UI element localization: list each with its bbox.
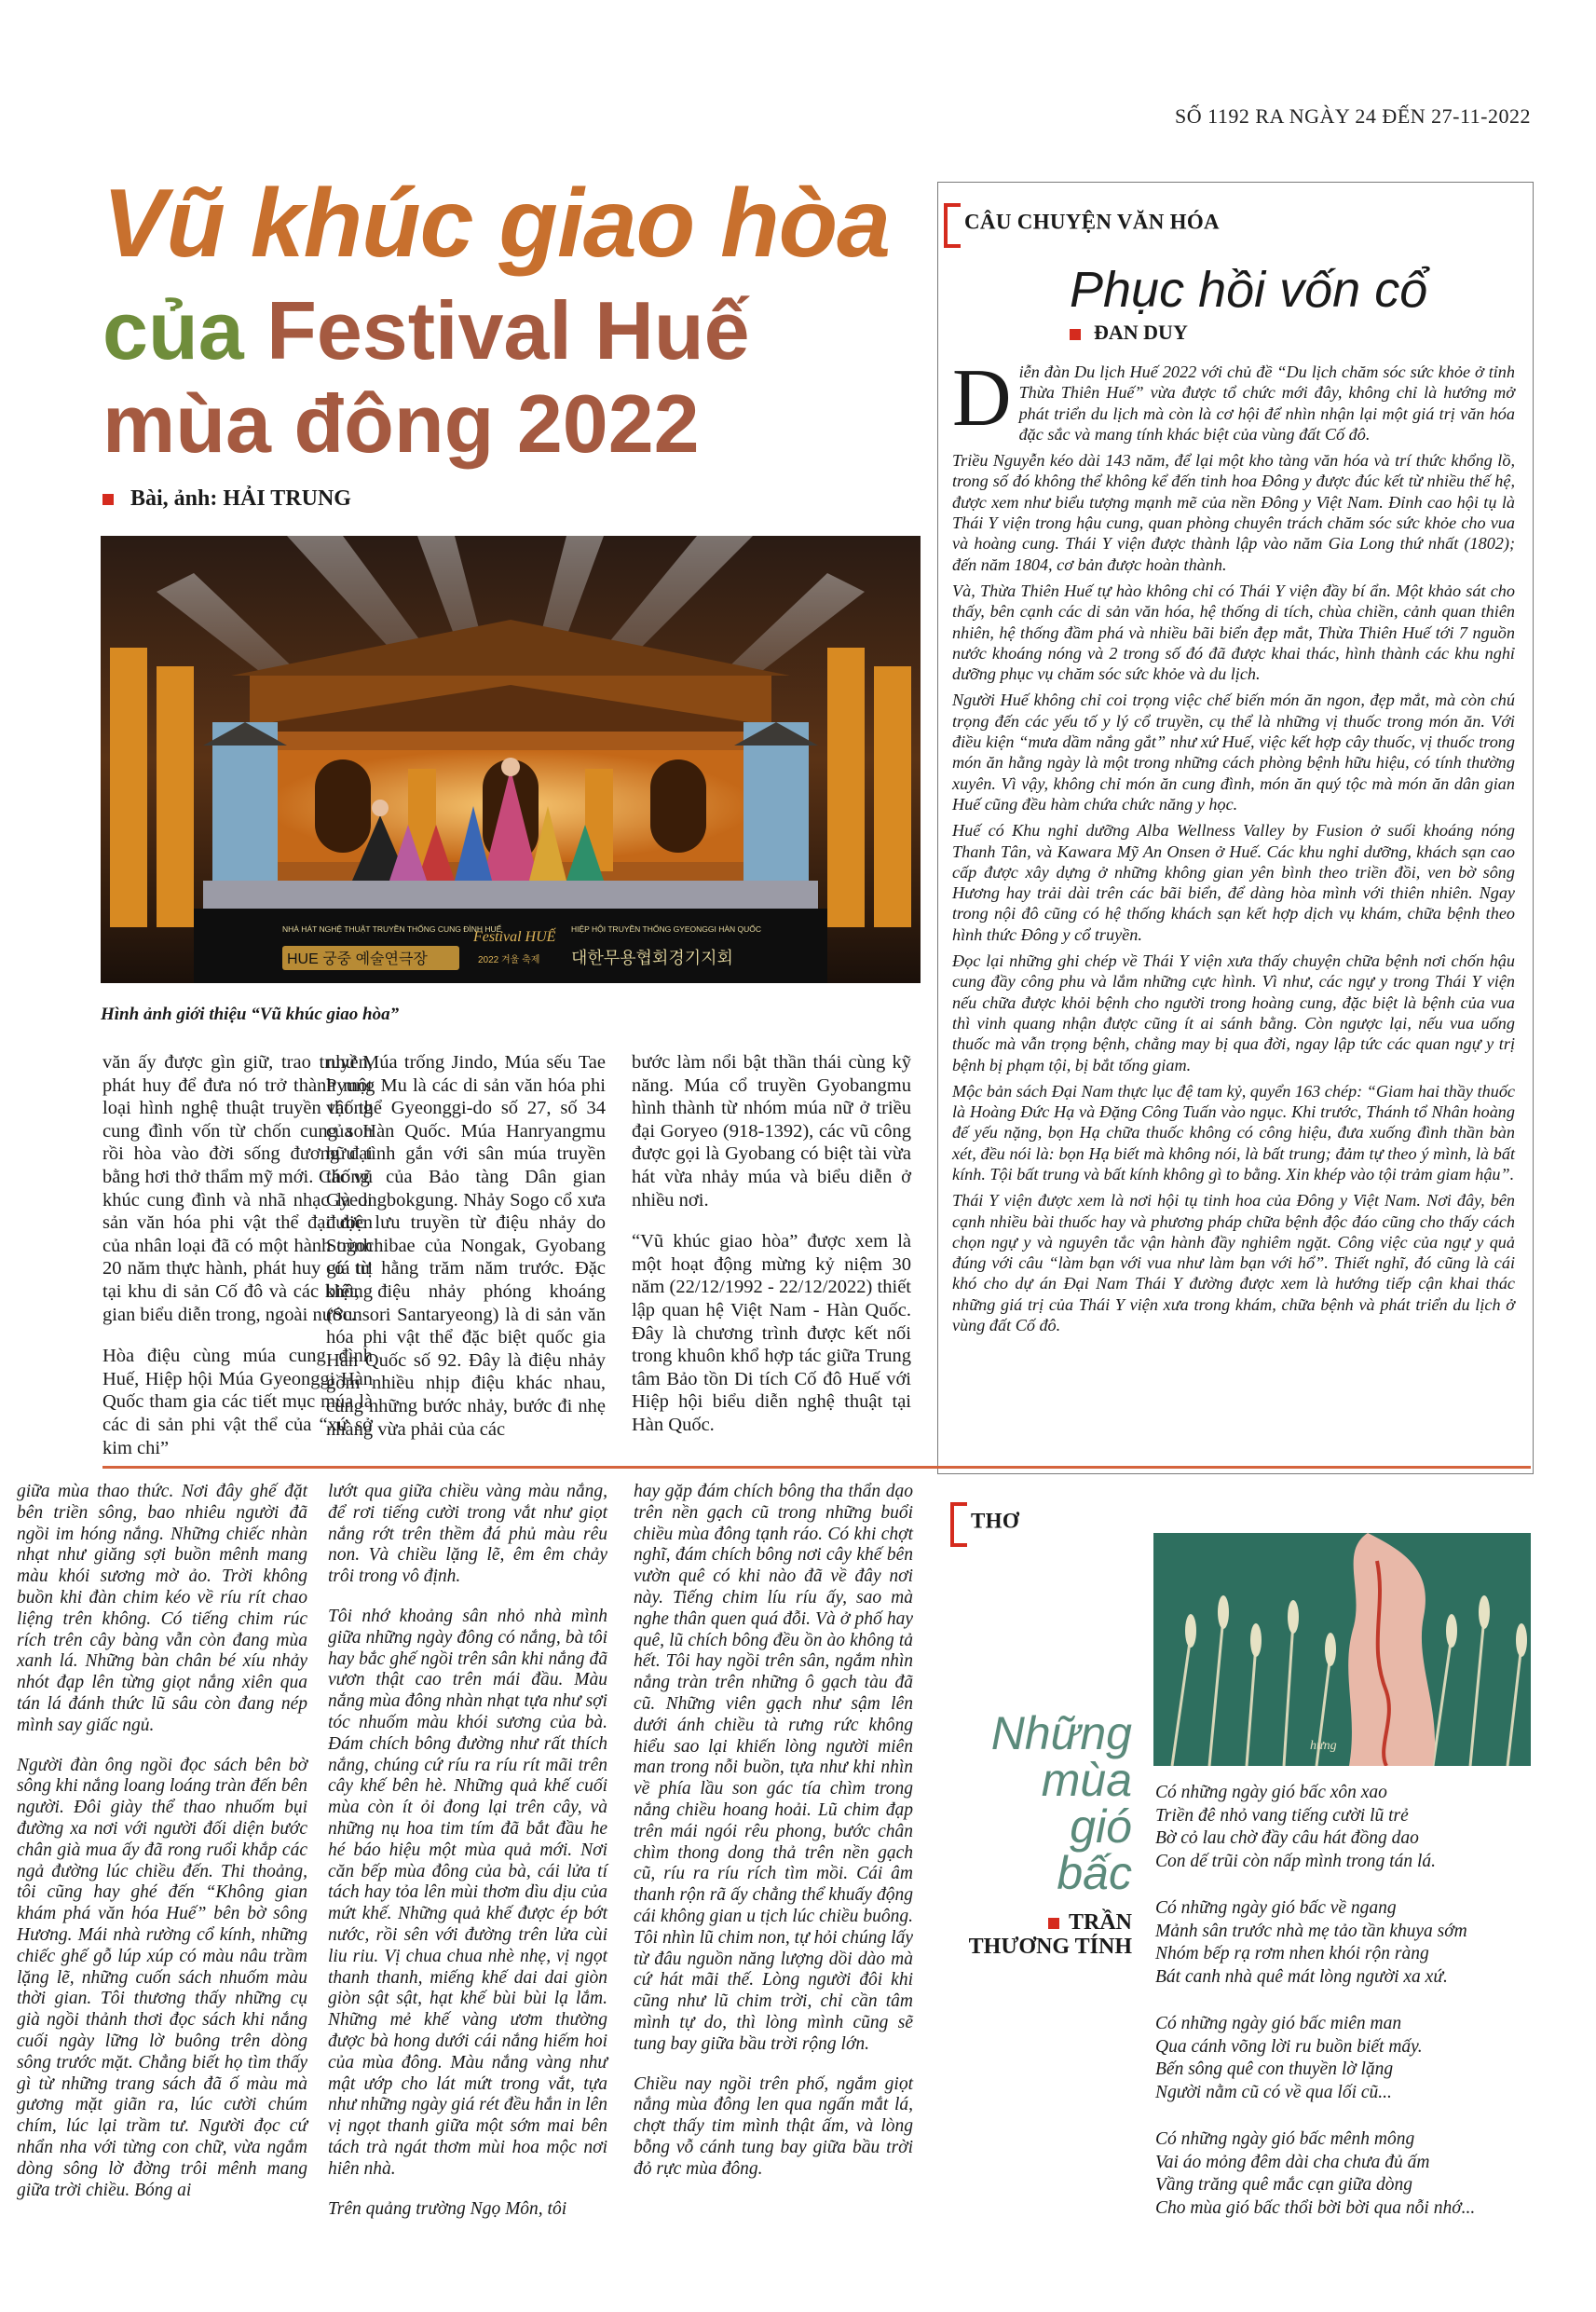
poem-author [932, 1910, 1132, 1959]
poem-author-first: TRẦN [1068, 1910, 1132, 1935]
essay-paragraph: Chiều nay ngồi trên phố, ngắm giọt nắng mùa đông len qua ngấn mắt lá, chợt thấy tim mình thật ấm, và lòng bỗng vỗ cánh tung bay giữa bầu trời đỏ rực mùa đông. [634, 2073, 913, 2179]
sidebar-body [952, 353, 1515, 1341]
poem-title-line: Những [990, 1707, 1132, 1759]
poem-author-line1 [932, 1910, 1132, 1935]
poem-title-line: mùa [1041, 1754, 1132, 1806]
essay-col-1 [17, 1482, 307, 2220]
headline-prefix: của [102, 284, 267, 376]
banner-left-top: NHÀ HÁT NGHỆ THUẬT TRUYỀN THỐNG CUNG ĐÌNH HUẾ [282, 924, 502, 934]
drop-cap: D [952, 353, 1012, 444]
poem-stanza [1155, 2128, 1537, 2220]
poem-line: Vai áo mỏng đêm dài cha chưa đủ ấm [1155, 2152, 1430, 2172]
poem-line: Con dế trũi còn nấp mình trong tán lá. [1155, 1851, 1436, 1871]
headline-line3: mùa đông 2022 [102, 377, 700, 470]
poem-line: Bờ cỏ lau chờ đầy câu hát đồng dao [1155, 1828, 1419, 1848]
poem-line: Mảnh sân trước nhà mẹ tảo tần khuya sớm [1155, 1921, 1467, 1941]
article-paragraph: như Múa trống Jindo, Múa sếu Tae Pyung Mu là các di sản văn hóa phi vật thể Gyeonggi-do số 27, số 34 của Hàn Quốc. Múa Hanryangmu hữu tình gắn với sân múa truyền thống của Bảo tàng Dân gian Gyeongbokgung. Nhảy Sogo cổ xưa được lưu truyền từ điệu nhảy do Sogochibae của Nongak, Gyobang có từ hằng trăm năm trước. Đặc biệt, điệu nhảy phóng khoáng (Sunsori Santaryeong) là di sản văn hóa phi vật thể đặc biệt quốc gia Hàn Quốc số 92. Đây là điệu nhảy gồm nhiều nhịp điệu khác nhau, cùng những bước nhảy, bước đi nhẹ nhàng vừa phải của các [326, 1052, 606, 1440]
sidebar-author [1070, 321, 1188, 345]
sidebar-paragraph: Người Huế không chỉ coi trọng việc chế biến món ăn ngon, đẹp mắt, mà còn chú trọng đến các yếu tố y lý cổ truyền, cụ thể là những vị thuốc trong món ăn. Với điều kiện “mưa dầm nắng gắt” như xứ Huế, việc kết hợp cây thuốc, vị thuốc trong món ăn hằng ngày là một trong những cách phòng bệnh hữu hiệu, có tính thường xuyên. Vì vậy, không chỉ món ăn cung đình, món ăn quý tộc mà món ăn dân gian Huế cũng đều hàm chứa chức năng y học. [952, 691, 1515, 814]
essay-paragraph: Người đàn ông ngồi đọc sách bên bờ sông khi nắng loang loáng tràn đến bên người. Đôi giày thể thao nhuốm bụi đường xa nơi với người đối diện bước chân già mua ấy đã rong ruổi khắp các ngả đường lúc chiều đến. Thi thoảng, tôi cũng hay ghé đến “Không gian khám phá văn hóa Huế” bên bờ sông Hương. Mái nhà rường cổ kính, những chiếc ghế gỗ lúp xúp có màu nâu trầm lặng lẽ, những cuốn sách nhuốm màu thời gian. Tôi thương thấy những cụ già ngồi thảnh thơi đọc sách khi nắng cuối ngày lững lờ buông trên dòng sông trước mặt. Chẳng biết họ tìm thấy gì từ những trang sách đã ố màu mà gương mặt giãn ra, lúc cười chúm chím, lúc lại trầm tư. Người đọc cứ nhẩn nha với từng con chữ, vừa ngắm dòng sông lờ đờng trôi mênh mang giữa trời chiều. Bóng ai [17, 1755, 307, 2200]
poem-line: Nhóm bếp rạ rơm nhen khói rộn ràng [1155, 1944, 1429, 1963]
essay-paragraph: Trên quảng trường Ngọ Môn, tôi [328, 2198, 567, 2219]
section-divider [102, 1466, 1531, 1469]
sidebar-paragraph: Thái Y viện được xem là nơi hội tụ tinh hoa của Đông y Việt Nam. Nơi đây, bên cạnh nhiều bài thuốc hay và phương pháp chữa bệnh độc đáo cũng cho thấy cách chọn ngự y và nguyên tắc vận hành đầy nghiêm ngặt. Công việc của ngự y quả đúng với câu “làm bạn với vua như làm bạn với hổ”. Thiết nghĩ, đó cũng là cái khó cho dự án Đại Nam Thái Y đường được xem là hướng tiếp cận khai thác những giá trị của Thái Y viện xưa trong khám, chữa bệnh và phát triển du lịch ở vùng đất Cố đô. [952, 1191, 1515, 1335]
stage-illustration [101, 536, 921, 983]
poem-line: Có những ngày gió bấc mênh mông [1155, 2129, 1415, 2149]
essay-col-2 [328, 1482, 607, 2238]
poem-line: Có những ngày gió bấc miên man [1155, 2014, 1402, 2033]
stage-floor [203, 881, 818, 909]
article-col-2 [326, 1051, 606, 1459]
sidebar-author-name: ĐAN DUY [1094, 321, 1188, 344]
section-bracket-icon [950, 1502, 967, 1547]
essay-paragraph: lướt qua giữa chiều vàng màu nắng, để rơi tiếng cười trong vắt như giọt nắng rớt trên thềm đá phủ màu rêu non. Và chiều lặng lẽ, êm êm chảy trôi trong vô định. [328, 1482, 607, 1587]
poem-illustration [1153, 1533, 1531, 1766]
poem-section-title: THƠ [971, 1509, 1020, 1533]
sidebar-paragraph: Và, Thừa Thiên Huế tự hào không chỉ có Thái Y viện đầy bí ẩn. Một khảo sát cho thấy, bên cạnh các di sản văn hóa, hệ thống di tích, chùa chiền, cảnh quan thiên nhiên, hệ thống đầm phá và nhiều bãi biển đẹp mắt, Thừa Thiên Huế tới 7 nguồn nước khoáng nóng và 2 trong số đó đã được khai thác, hình thành các khu nghỉ dưỡng phục vụ chăm sóc sức khỏe và du lịch. [952, 581, 1515, 684]
sidebar-paragraph: Đọc lại những ghi chép về Thái Y viện xưa thấy chuyện chữa bệnh nơi chốn hậu cung đầy công phu và lắm những cực hình. Vì như, các ngự y trong Thái Y viện nếu chữa được khỏi bệnh cho người trong hoàng cung, đặc biệt là bệnh của vua thì vinh quang nhận được cũng ít ai sánh bằng. Còn ngược lại, nếu vua uống thuốc mà vẫn trọng bệnh, chẳng may bị qua đời, ngay lập tức các quan ngự y trị bệnh bị phạm tội, bị bắt tống giam. [952, 951, 1515, 1074]
poem-title-line: gió [1070, 1800, 1132, 1853]
festival-logo-sub: 2022 겨울 축제 [478, 955, 540, 965]
issue-line: SỐ 1192 RA NGÀY 24 ĐẾN 27-11-2022 [1175, 104, 1531, 128]
red-square-icon [1070, 329, 1081, 340]
headline-main: Festival Huế [266, 284, 750, 376]
poem-line: Cho mùa gió bấc thổi bời bời qua nỗi nhớ... [1155, 2197, 1476, 2218]
red-square-icon [1048, 1918, 1059, 1929]
poem-body [1155, 1782, 1537, 2244]
banner-left-bottom: HUE 궁중 예술연극장 [287, 951, 428, 967]
banner-right-bottom: 대한무용협회경기지회 [571, 949, 733, 967]
byline [102, 486, 351, 512]
poem-section-header [950, 1502, 1019, 1547]
poem-stanza [1155, 1782, 1537, 1873]
article-paragraph: văn ấy được gìn giữ, trao truyền, phát huy để đưa nó trở thành một loại hình nghệ thuật truyền thống cung đình vốn từ chốn cung son rồi hòa vào đời sống đương đại bằng hơi thở thẩm mỹ mới. Các vũ khúc cung đình và nhã nhạc là di sản văn hóa phi vật thể đại diện của nhân loại đã có một hành trình 20 năm thực hành, phát huy giá trị tại khu di sản Cố đô và các không gian biểu diễn trong, ngoài nước. [102, 1052, 373, 1325]
illustration-signature: hưng [1310, 1739, 1337, 1753]
sidebar-title: Phục hồi vốn cổ [1070, 262, 1428, 318]
sidebar-paragraph: Triều Nguyễn kéo dài 143 năm, để lại một kho tàng văn hóa và trí thức khổng lồ, trong số đó không thể không kể đến tinh hoa Đông y được đúc kết từ nhiều thế hệ, được xem như biểu tượng mạnh mẽ của nền Đông y Việt Nam. Đỉnh cao hội tụ là Thái Y viện trong hậu cung, quan phòng chuyên trách chăm sóc sức khỏe cho vua và hoàng cung. Thái Y viện được thành lập vào năm Gia Long thứ nhất (1802); đến năm 1804, cơ bản được hoàn thành. [952, 451, 1515, 574]
poem-line: Người nằm cũ có về qua lối cũ... [1155, 2082, 1392, 2102]
poem-line: Bát canh nhà quê mát lòng người xa xứ. [1155, 1966, 1448, 1987]
poem-line: Triền đê nhỏ vang tiếng cười lũ trẻ [1155, 1805, 1409, 1826]
article-paragraph: Hòa điệu cùng múa cung đình Huế, Hiệp hội Múa Gyeonggi Hàn Quốc tham gia các tiết mục múa là các di sản phi vật thể của “xứ sở kim chi” [102, 1346, 373, 1458]
essay-paragraph: giữa mùa thao thức. Nơi đây ghế đặt bên triền sông, bao nhiêu người đã ngồi im hóng nắng. Những chiếc nhàn nhạt như giăng sợi buồn mênh mang màu khói sương mờ ảo. Trời không buồn khi đàn chim kéo về ríu rít chao liệng trên không. Có tiếng chim rúc rích trên cây bàng vẫn còn đang mùa xanh lá. Những bàn chân bé xíu nhảy nhót đạp lên từng giọt nắng xiên qua tán lá đánh thức lũ sâu còn đang nép mình say giấc ngủ. [17, 1482, 307, 1735]
poem-author-line2: THƯƠNG TÍNH [968, 1935, 1132, 1959]
sidebar-section-header [944, 203, 1220, 248]
poem-title-line: bấc [1057, 1847, 1132, 1899]
essay-paragraph: hay gặp đám chích bông tha thẩn dạo trên nền gạch cũ trong những buổi chiều mùa đông tạnh ráo. Có khi chợt nghĩ, đám chích bông nơi cây khế bên vườn quê có khi nào đã về đây nơi này. Tiếng chim líu ríu ấy, sao mà nghe thân quen quá đỗi. Và ở phố hay quê, lũ chích bông đều ồn ào không tả hết. Tôi hay ngồi trên sân, ngắm nhìn nắng tràn trên những ô gạch tàu đã cũ. Những viên gạch như sậm lên dưới ánh chiều tà rưng rức không hiểu sao lại khiến lòng người miên man trong nỗi buồn, tựa như khi nhìn về phía lầu son gác tía chìm trong nắng chiều hoang hoải. Lũ chim đạp trên mái ngói rêu phong, bước chân chìm thong dong thả trên nền gạch cũ, ríu ra ríu rích tìm mồi. Cái âm thanh rộn rã ấy chẳng thể khuấy động cái không gian u tịch lúc chiều buông. Tôi nhìn lũ chim non, tự hỏi chúng lấy từ đâu nguồn năng lượng dồi dào mà cứ hát mãi thế. Lòng người đôi khi cũng như lũ chim trời, chỉ cần tâm mình tự do, thì lòng mình cũng sẽ tung bay giữa bầu trời rộng lớn. [634, 1482, 913, 2054]
stage-photo [101, 536, 921, 983]
headline-line1: Vũ khúc giao hòa [102, 170, 890, 278]
sidebar-paragraph: Huế có Khu nghỉ dưỡng Alba Wellness Valley by Fusion ở suối khoáng nóng Thanh Tân, và Kawara Mỹ An Onsen ở Huế. Các khu nghỉ dưỡng, khách sạn cao cấp được xây dựng ở những không gian yên bình theo triền đồi, ven bờ sông Hương hay trải dài trên các bãi biển, để dàng hòa mình với thiên nhiên. Ngay trong nội đô cũng có hệ thống khách sạn kết hợp dịch vụ khám, chữa bệnh theo hình thức Đông y cổ truyền. [952, 821, 1515, 944]
poem-line: Bến sông quê con thuyền lờ lặng [1155, 2059, 1394, 2079]
essay-col-3 [634, 1482, 913, 2199]
photo-caption: Hình ảnh giới thiệu “Vũ khúc giao hòa” [101, 1005, 400, 1024]
essay-paragraph: Tôi nhớ khoảng sân nhỏ nhà mình giữa những ngày đông có nắng, bà tôi hay bắc ghế ngồi trên sân khi nắng đã vươn thật cao trên mái đầu. Màu nắng mùa đông nhàn nhạt tựa như sợi tóc nhuốm màu khói sương của bà. Đám chích bông đường như rất thích nắng, chúng cứ ríu ra ríu rít mãi trên cây khế bên hè. Những quả khế cuối mùa còn ít ỏi đong lại trên cây, và những nụ hoa tim tím đã bắt đầu he hé báo hiệu một mùa quả mới. Nơi căn bếp mùa đông của bà, cái lửa tí tách hay tỏa lên mùi thơm dìu dịu của mứt khế. Những quả khế được ép bớt nước, rồi sên với đường trên lửa cùi liu riu. Vị chua chua nhè nhẹ, vị ngọt thanh thanh, miếng khế dai dai giòn giòn sật sật, hạt khế bùi bùi lạ lắm. Những mẻ khế vàng ươm thường được bà hong dưới cái nắng hiếm hoi của mùa đông. Màu nắng vàng như mật ướp cho lát mứt trong vắt, tựa như những ngày giá rét đều hắn in lên vị ngọt thanh giữa một sớm mai bên tách trà ngát thơm mùi hoa mộc nơi hiên nhà. [328, 1606, 607, 2179]
red-square-icon [102, 494, 114, 505]
reed-illustration [1153, 1533, 1531, 1766]
poem-line: Vầng trăng quê mắc cạn giữa dòng [1155, 2175, 1413, 2195]
poem-line: Có những ngày gió bấc về ngang [1155, 1898, 1397, 1918]
poem-line: Qua cánh võng lời ru buồn biết mấy. [1155, 2036, 1423, 2057]
sidebar-paragraph [952, 353, 1515, 445]
article-paragraph: “Vũ khúc giao hòa” được xem là một hoạt động mừng kỷ niệm 30 năm (22/12/1992 - 22/12/2022) thiết lập quan hệ Việt Nam - Hàn Quốc. Đây là chương trình được kết nối trong khuôn khổ hợp tác giữa Trung tâm Bảo tồn Di tích Cố đô Huế với Hiệp hội biểu diễn nghệ thuật tại Hàn Quốc. [632, 1231, 911, 1435]
byline-text: Bài, ảnh: HẢI TRUNG [130, 486, 351, 511]
banner-right-top: HIỆP HỘI TRUYỀN THỐNG GYEONGGI HÀN QUỐC [571, 924, 762, 934]
section-bracket-icon [944, 203, 961, 248]
sidebar-paragraph-text: iễn đàn Du lịch Huế 2022 với chủ đề “Du lịch chăm sóc sức khỏe ở tỉnh Thừa Thiên Huế” vừa được tổ chức mới đây, không chỉ là hướng mở phát triển du lịch mà còn là cơ hội để nhìn nhận lại một giá trị văn hóa đặc sắc và mang tính khác biệt của vùng đất Cố đô. [1018, 363, 1515, 444]
poem-line: Có những ngày gió bấc xôn xao [1155, 1783, 1387, 1802]
article-paragraph: bước làm nổi bật thần thái cùng kỹ năng. Múa cổ truyền Gyobangmu hình thành từ nhóm múa nữ ở triều đại Goryeo (918-1392), các vũ công được gọi là Gyobang có biệt tài vừa hát vừa nhảy múa và biểu diễn ở nhiều nơi. [632, 1052, 911, 1211]
poem-stanza [1155, 2013, 1537, 2104]
poem-title [941, 1707, 1132, 1899]
headline-line2 [102, 284, 750, 377]
sidebar-paragraph: Mộc bản sách Đại Nam thực lục đệ tam kỷ, quyển 163 chép: “Giam hai thầy thuốc là Hoàng Đức Hạ và Đặng Công Tuấn vào ngục. Khi trước, Thánh tổ Nhân hoàng đế yếu nặng, bọn Hạ chữa thuốc không có công hiệu, đưa xuống đình thần bàn xét, đều nói là: bọn Hạ biết mà không nói, là bất trung; đảm tự theo ý mình, là bất kính. Tội bất trung và bất kính không gì to bằng. Xin khép vào tội trảm giam hậu”. [952, 1081, 1515, 1183]
poem-stanza [1155, 1897, 1537, 1989]
sidebar-section-title: CÂU CHUYỆN VĂN HÓA [964, 210, 1220, 234]
article-col-3 [632, 1051, 911, 1456]
festival-logo: Festival HUẾ [473, 929, 556, 945]
